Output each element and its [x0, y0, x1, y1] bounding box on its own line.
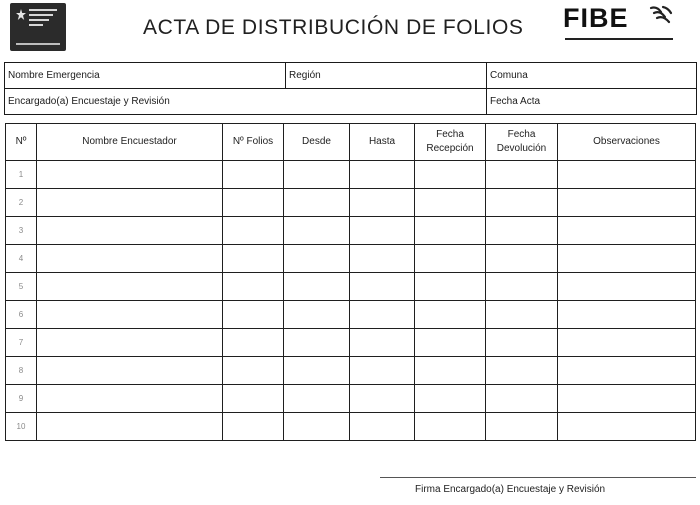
- cell-nombre[interactable]: [37, 217, 223, 245]
- cell-folios[interactable]: [223, 273, 284, 301]
- col-header-hasta: Hasta: [350, 124, 415, 161]
- cell-fecha-recepcion[interactable]: [415, 385, 486, 413]
- cell-desde[interactable]: [284, 329, 350, 357]
- cell-fecha-devolucion[interactable]: [486, 385, 558, 413]
- cell-hasta[interactable]: [350, 161, 415, 189]
- cell-nombre[interactable]: [37, 413, 223, 441]
- cell-desde[interactable]: [284, 217, 350, 245]
- cell-nombre[interactable]: [37, 189, 223, 217]
- signature-line: [380, 477, 696, 478]
- cell-hasta[interactable]: [350, 273, 415, 301]
- cell-fecha-recepcion[interactable]: [415, 273, 486, 301]
- table-row: [6, 357, 696, 385]
- cell-nombre[interactable]: [37, 273, 223, 301]
- cell-nombre[interactable]: [37, 357, 223, 385]
- brand-logo-text: FIBE: [563, 3, 629, 33]
- institution-logo: [10, 3, 66, 51]
- row-number: 4: [6, 245, 37, 273]
- cell-desde[interactable]: [284, 357, 350, 385]
- col-header-fecha-recepcion: Fecha Recepción: [415, 124, 486, 161]
- cell-desde[interactable]: [284, 161, 350, 189]
- table-row: [6, 301, 696, 329]
- label-nombre-emergencia: Nombre Emergencia: [8, 70, 100, 81]
- cell-desde[interactable]: [284, 385, 350, 413]
- row-number: 2: [6, 189, 37, 217]
- row-number: 3: [6, 217, 37, 245]
- cell-nombre[interactable]: [37, 385, 223, 413]
- cell-hasta[interactable]: [350, 189, 415, 217]
- cell-desde[interactable]: [284, 413, 350, 441]
- cell-folios[interactable]: [223, 245, 284, 273]
- cell-folios[interactable]: [223, 385, 284, 413]
- col-header-numero: Nº: [6, 124, 37, 161]
- brand-mark-icon: [649, 4, 673, 26]
- signature-label: Firma Encargado(a) Encuestaje y Revisión: [415, 484, 606, 495]
- cell-desde[interactable]: [284, 301, 350, 329]
- table-row: [6, 329, 696, 357]
- cell-observaciones[interactable]: [558, 301, 696, 329]
- cell-fecha-devolucion[interactable]: [486, 329, 558, 357]
- table-row: [6, 385, 696, 413]
- cell-fecha-devolucion[interactable]: [486, 245, 558, 273]
- cell-observaciones[interactable]: [558, 189, 696, 217]
- cell-fecha-recepcion[interactable]: [415, 161, 486, 189]
- cell-nombre[interactable]: [37, 245, 223, 273]
- cell-fecha-devolucion[interactable]: [486, 273, 558, 301]
- cell-observaciones[interactable]: [558, 245, 696, 273]
- row-number: 1: [6, 161, 37, 189]
- cell-folios[interactable]: [223, 301, 284, 329]
- col-header-nombre-encuestador: Nombre Encuestador: [37, 124, 223, 161]
- row-number: 9: [6, 385, 37, 413]
- cell-desde[interactable]: [284, 189, 350, 217]
- col-header-observaciones: Observaciones: [558, 124, 696, 161]
- row-number: 10: [6, 413, 37, 441]
- table-header-row: [6, 124, 696, 161]
- brand-underline: [565, 38, 673, 40]
- cell-observaciones[interactable]: [558, 357, 696, 385]
- folios-table: [5, 123, 696, 441]
- col-header-num-folios: Nº Folios: [223, 124, 284, 161]
- cell-hasta[interactable]: [350, 385, 415, 413]
- cell-folios[interactable]: [223, 329, 284, 357]
- cell-desde[interactable]: [284, 245, 350, 273]
- cell-hasta[interactable]: [350, 245, 415, 273]
- label-comuna: Comuna: [490, 70, 528, 81]
- table-row: [6, 161, 696, 189]
- document-title: ACTA DE DISTRIBUCIÓN DE FOLIOS: [143, 16, 524, 39]
- cell-nombre[interactable]: [37, 329, 223, 357]
- table-row: [6, 217, 696, 245]
- info-row-emergency: [4, 62, 697, 89]
- cell-fecha-devolucion[interactable]: [486, 189, 558, 217]
- row-number: 5: [6, 273, 37, 301]
- label-region: Región: [289, 70, 321, 81]
- row-number: 7: [6, 329, 37, 357]
- cell-folios[interactable]: [223, 217, 284, 245]
- label-encargado: Encargado(a) Encuestaje y Revisión: [8, 96, 170, 107]
- cell-fecha-recepcion[interactable]: [415, 245, 486, 273]
- cell-observaciones[interactable]: [558, 385, 696, 413]
- cell-observaciones[interactable]: [558, 273, 696, 301]
- cell-hasta[interactable]: [350, 329, 415, 357]
- label-fecha-acta: Fecha Acta: [490, 96, 541, 107]
- cell-nombre[interactable]: [37, 161, 223, 189]
- cell-observaciones[interactable]: [558, 329, 696, 357]
- star-icon: [16, 9, 26, 21]
- cell-fecha-devolucion[interactable]: [486, 161, 558, 189]
- cell-fecha-devolucion[interactable]: [486, 357, 558, 385]
- table-row: [6, 189, 696, 217]
- cell-fecha-recepcion[interactable]: [415, 217, 486, 245]
- cell-fecha-recepcion[interactable]: [415, 189, 486, 217]
- cell-fecha-devolucion[interactable]: [486, 301, 558, 329]
- cell-hasta[interactable]: [350, 357, 415, 385]
- cell-hasta[interactable]: [350, 301, 415, 329]
- cell-fecha-recepcion[interactable]: [415, 413, 486, 441]
- col-header-fecha-devolucion: Fecha Devolución: [486, 124, 558, 161]
- cell-fecha-recepcion[interactable]: [415, 357, 486, 385]
- cell-fecha-recepcion[interactable]: [415, 301, 486, 329]
- cell-observaciones[interactable]: [558, 217, 696, 245]
- col-header-desde: Desde: [284, 124, 350, 161]
- row-number: 8: [6, 357, 37, 385]
- cell-folios[interactable]: [223, 161, 284, 189]
- cell-observaciones[interactable]: [558, 413, 696, 441]
- cell-fecha-devolucion[interactable]: [486, 413, 558, 441]
- cell-fecha-recepcion[interactable]: [415, 329, 486, 357]
- cell-folios[interactable]: [223, 413, 284, 441]
- table-row: [6, 413, 696, 441]
- cell-desde[interactable]: [284, 273, 350, 301]
- table-row: [6, 245, 696, 273]
- info-row-encargado: [4, 88, 697, 115]
- cell-folios[interactable]: [223, 357, 284, 385]
- row-number: 6: [6, 301, 37, 329]
- cell-observaciones[interactable]: [558, 161, 696, 189]
- cell-hasta[interactable]: [350, 413, 415, 441]
- cell-fecha-devolucion[interactable]: [486, 217, 558, 245]
- cell-nombre[interactable]: [37, 301, 223, 329]
- table-row: [6, 273, 696, 301]
- cell-folios[interactable]: [223, 189, 284, 217]
- cell-hasta[interactable]: [350, 217, 415, 245]
